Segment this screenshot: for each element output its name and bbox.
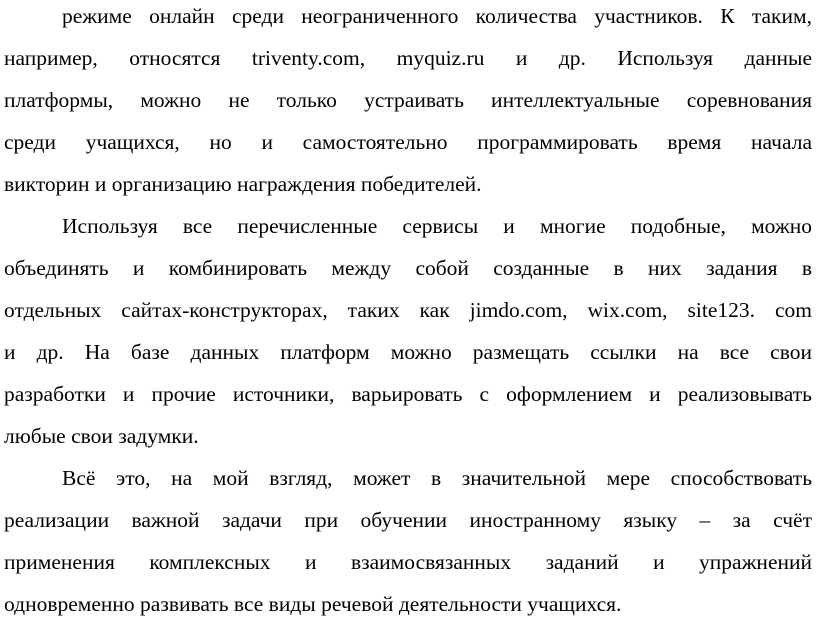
text-line: среди учащихся, но и самостоятельно программировать время начала (4, 130, 812, 154)
text-line: объединять и комбинировать между собой созданные в них задания в (4, 256, 812, 280)
text-line: одновременно развивать все виды речевой деятельности учащихся. (4, 592, 622, 616)
text-line: реализации важной задачи при обучении иностранному языку – за счёт (4, 508, 812, 532)
text-line: любые свои задумки. (4, 424, 199, 448)
text-line: например, относятся triventy.com, myquiz.ru и др. Используя данные (4, 46, 812, 70)
text-line: режиме онлайн среди неограниченного количества участников. К таким, (62, 4, 812, 28)
text-line: Используя все перечисленные сервисы и многие подобные, можно (62, 214, 812, 238)
text-line: применения комплексных и взаимосвязанных заданий и упражнений (4, 550, 812, 574)
text-line: разработки и прочие источники, варьировать с оформлением и реализовывать (4, 382, 812, 406)
text-line: и др. На базе данных платформ можно размещать ссылки на все свои (4, 340, 812, 364)
text-line: платформы, можно не только устраивать интеллектуальные соревнования (4, 88, 812, 112)
text-line: Всё это, на мой взгляд, может в значительной мере способствовать (62, 466, 812, 490)
text-line: отдельных сайтах-конструкторах, таких как jimdo.com, wix.com, site123. com (4, 298, 812, 322)
text-line: викторин и организацию награждения победителей. (4, 172, 482, 196)
